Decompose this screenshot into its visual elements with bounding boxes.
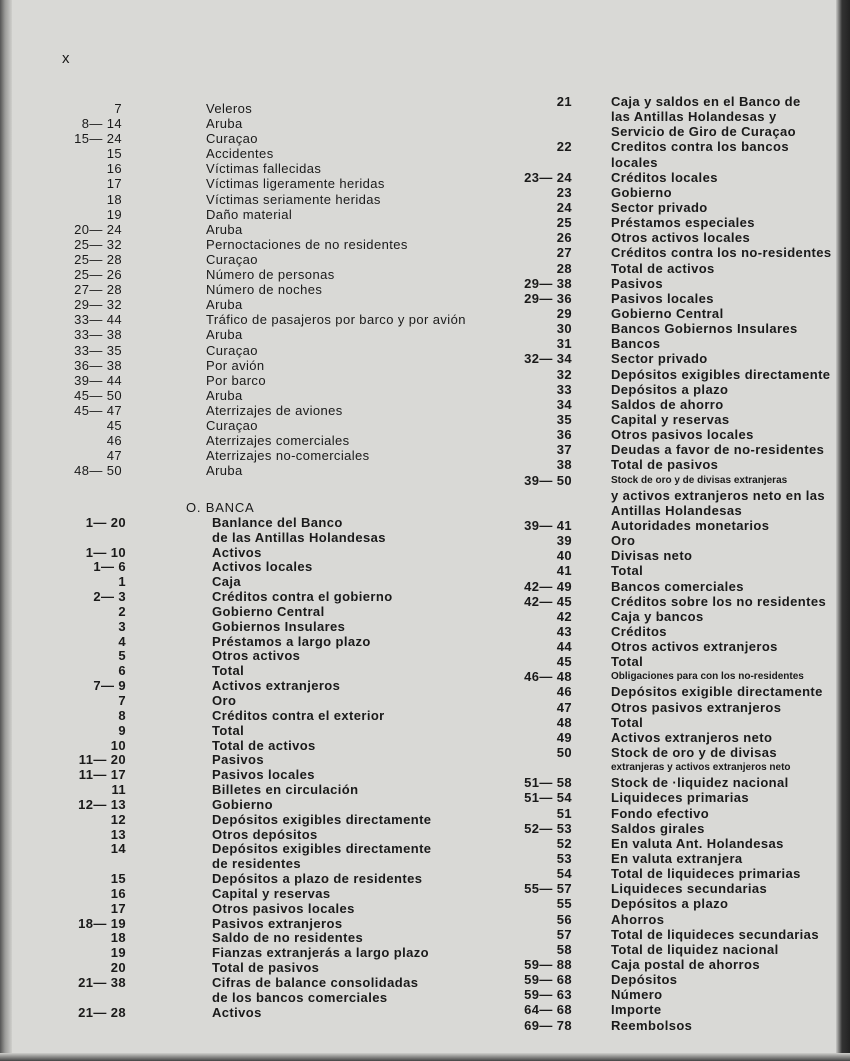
index-entry-row (0, 851, 850, 866)
entry-page-range: 15 (106, 146, 122, 162)
index-entry-row (0, 473, 850, 488)
entry-page-range: 30 (556, 321, 572, 337)
entry-label: Créditos sobre los no residentes (611, 593, 827, 609)
entry-label: Total (212, 722, 245, 738)
entry-page-range: 8— 14 (81, 116, 122, 132)
entry-page-range: 20— 24 (74, 221, 122, 237)
entry-page-range: 20 (110, 960, 126, 976)
entry-page-range: 35 (556, 411, 572, 427)
entry-page-range: 55— 57 (524, 881, 572, 897)
page-edge-bottom (0, 1053, 850, 1061)
index-entry-row (0, 442, 850, 457)
entry-label: Caja y saldos en el Banco de (611, 94, 801, 109)
entry-page-range: 2 (118, 603, 126, 619)
index-entry-row (0, 321, 850, 336)
entry-label: Creditos contra los bancos (611, 139, 789, 155)
entry-page-range: 36— 38 (74, 357, 122, 373)
entry-label: Servicio de Giro de Curaçao (611, 124, 796, 140)
entry-label: Depósitos a plazo de residentes (212, 871, 423, 887)
index-entry-row (0, 821, 850, 836)
entry-label: Por barco (206, 372, 266, 388)
entry-page-range: 52— 53 (524, 820, 572, 836)
index-entry-row (0, 200, 850, 215)
entry-page-range: 31 (556, 336, 572, 352)
index-entry-row (0, 563, 850, 578)
entry-page-range: 19 (106, 206, 122, 222)
entry-label: Depósitos (611, 972, 678, 988)
entry-page-range: 6 (118, 663, 126, 679)
entry-label: Activos extranjeros neto (611, 729, 773, 745)
entry-label: locales (611, 154, 658, 170)
entry-page-range: 42— 45 (524, 593, 572, 609)
entry-page-range: 26 (556, 230, 572, 246)
entry-label: Veleros (206, 101, 253, 116)
entry-label: Curaçao (206, 417, 258, 433)
entry-page-range: 3 (118, 618, 126, 634)
entry-label: Deudas a favor de no-residentes (611, 442, 825, 458)
entry-label: Total de liquideces primarias (611, 866, 801, 882)
entry-page-range: 33— 44 (74, 312, 122, 328)
entry-page-range: 21— 38 (78, 975, 126, 990)
entry-page-range: 64— 68 (524, 1002, 572, 1018)
entry-label: Total de activos (611, 260, 715, 276)
entry-page-range: 53 (556, 851, 572, 867)
entry-label: Fianzas extranjerás a largo plazo (212, 945, 429, 961)
index-entry-row (0, 775, 850, 790)
entry-page-range: 17 (110, 900, 126, 916)
index-entry-row (0, 669, 850, 684)
entry-page-range: 19 (110, 945, 126, 961)
entry-page-range: 13 (110, 826, 126, 842)
entry-page-range: 1 (118, 574, 126, 590)
entry-label: Banlance del Banco (212, 514, 343, 530)
entry-page-range: 5 (118, 648, 126, 664)
entry-page-range: 7 (118, 692, 126, 708)
entry-page-range: 16 (106, 161, 122, 177)
entry-page-range: 14 (110, 841, 126, 857)
entry-page-range: 36 (556, 427, 572, 443)
entry-page-range: 4 (118, 633, 126, 649)
entry-page-range: 37 (556, 442, 572, 458)
entry-label: Víctimas fallecidas (206, 161, 322, 177)
entry-label: Depósitos a plazo (611, 381, 729, 397)
index-entry-row (0, 109, 850, 124)
entry-page-range: 11 (111, 782, 126, 798)
entry-label: Depósitos exigibles directamente (212, 841, 432, 857)
index-entry-row (0, 987, 850, 1002)
index-entry-row (0, 412, 850, 427)
index-column-right (0, 94, 850, 1033)
index-entry-row (0, 276, 850, 291)
entry-label: Bancos comerciales (611, 578, 744, 594)
entry-label: Saldo de no residentes (212, 930, 364, 946)
entry-page-range: 18— 19 (78, 915, 126, 931)
entry-page-range: 45— 47 (74, 402, 122, 418)
entry-label: En valuta extranjera (611, 851, 743, 867)
entry-page-range: 12— 13 (78, 796, 126, 812)
entry-label: Total (611, 654, 644, 670)
index-entry-row (0, 790, 850, 805)
entry-label: Créditos contra el gobierno (212, 589, 393, 605)
entry-page-range: 46 (106, 433, 122, 449)
entry-label: Créditos locales (611, 169, 718, 185)
index-entry-row (0, 639, 850, 654)
entry-label: Gobierno Central (212, 603, 325, 619)
index-entry-row (0, 942, 850, 957)
entry-label: Créditos contra el exterior (212, 707, 385, 723)
entry-page-range: 41 (556, 563, 572, 579)
entry-label: Stock de ·liquidez nacional (611, 775, 789, 791)
entry-page-range: 42— 49 (524, 578, 572, 594)
entry-label: Número de personas (206, 267, 335, 283)
index-entry-row (0, 1018, 850, 1033)
index-entry-row (0, 245, 850, 260)
entry-label: Aruba (206, 116, 243, 132)
entry-page-range: 11— 17 (78, 767, 126, 783)
entry-label: Otros depósitos (212, 826, 318, 842)
entry-page-range: 12 (110, 811, 126, 827)
entry-label: Curaçao (206, 131, 258, 147)
entry-page-range: 28 (556, 260, 572, 276)
entry-label: Reembolsos (611, 1017, 693, 1033)
entry-label: Fondo efectivo (611, 805, 710, 821)
entry-label: Total (611, 714, 644, 730)
entry-label: Caja postal de ahorros (611, 957, 760, 973)
entry-page-range: 8 (118, 707, 126, 723)
entry-page-range: 58 (556, 941, 572, 957)
entry-page-range: 47 (106, 448, 122, 464)
entry-page-range: 39— 50 (524, 472, 572, 488)
entry-label: Caja (212, 574, 242, 590)
index-entry-row (0, 760, 850, 775)
index-entry-row (0, 624, 850, 639)
entry-page-range: 25— 26 (74, 267, 122, 283)
entry-label: Gobierno (611, 184, 672, 200)
entry-page-range: 48 (556, 714, 572, 730)
index-entry-row (0, 124, 850, 139)
entry-label: extranjeras y activos extranjeros neto (611, 762, 791, 774)
entry-label: Curaçao (206, 342, 258, 358)
index-entry-row (0, 336, 850, 351)
entry-label: Préstamos especiales (611, 215, 755, 231)
entry-label: Otros pasivos extranjeros (611, 699, 782, 715)
entry-label: Gobierno Central (611, 305, 724, 321)
index-entry-row (0, 881, 850, 896)
entry-label: Total de pasivos (212, 960, 320, 976)
entry-label: Por avión (206, 357, 265, 373)
entry-label: las Antillas Holandesas y (611, 109, 777, 125)
index-entry-row (0, 715, 850, 730)
entry-label: Pernoctaciones de no residentes (206, 236, 408, 252)
entry-label: Otros pasivos locales (212, 900, 355, 916)
entry-label: Accidentes (206, 146, 274, 162)
entry-page-range: 29— 38 (524, 275, 572, 291)
index-entry-row (0, 488, 850, 503)
index-entry-row (0, 700, 850, 715)
entry-label: Billetes en circulación (212, 782, 359, 798)
entry-label: Víctimas seriamente heridas (206, 191, 381, 207)
entry-page-range: 17 (106, 176, 122, 192)
index-entry-row (0, 427, 850, 442)
entry-page-range: 25— 28 (74, 251, 122, 267)
entry-page-range: 23 (556, 184, 572, 200)
entry-page-range: 29 (556, 305, 572, 321)
entry-page-range: 46 (556, 684, 572, 700)
entry-label: Otros activos (212, 648, 301, 664)
entry-label: Créditos contra los no-residentes (611, 245, 832, 261)
entry-page-range: 51— 58 (524, 775, 572, 791)
index-entry-row (0, 730, 850, 745)
index-entry-row (0, 548, 850, 563)
entry-label: Autoridades monetarios (611, 517, 770, 533)
index-entry-row (0, 745, 850, 760)
entry-label: Caja y bancos (611, 608, 704, 624)
entry-label: Stock de oro y de divisas extranjeras (611, 474, 788, 486)
entry-label: Préstamos a largo plazo (212, 633, 371, 649)
index-entry-row (0, 654, 850, 669)
entry-page-range: 29— 32 (74, 297, 122, 313)
entry-label: En valuta Ant. Holandesas (611, 835, 784, 851)
index-entry-row (0, 230, 850, 245)
entry-page-range: 10 (110, 737, 126, 753)
entry-label: Aterrizajes no-comerciales (206, 448, 370, 464)
index-entry-row (0, 351, 850, 366)
entry-label: Total (611, 563, 644, 579)
index-entry-row (0, 382, 850, 397)
index-entry-row (0, 1002, 850, 1017)
entry-label: Pasivos extranjeros (212, 915, 343, 931)
index-entry-row (0, 215, 850, 230)
entry-label: Tráfico de pasajeros por barco y por avión (206, 312, 466, 328)
entry-label: Pasivos (212, 752, 264, 768)
entry-page-range: 32 (556, 366, 572, 382)
entry-label: Número de noches (206, 282, 323, 298)
entry-label: Número (611, 987, 663, 1003)
index-entry-row (0, 896, 850, 911)
entry-page-range: 45 (556, 654, 572, 670)
entry-page-range: 40 (556, 548, 572, 564)
entry-label: Aruba (206, 297, 243, 313)
entry-page-range: 59— 88 (524, 957, 572, 973)
entry-page-range: 7— 9 (93, 678, 126, 694)
entry-label: Activos (212, 1004, 262, 1020)
entry-label: Oro (212, 692, 237, 708)
entry-page-range: 7 (114, 101, 122, 116)
entry-page-range: 22 (556, 139, 572, 155)
entry-page-range: 39— 41 (524, 517, 572, 533)
entry-page-range: 33— 35 (74, 342, 122, 358)
entry-label: y activos extranjeros neto en las (611, 487, 826, 503)
entry-page-range: 25— 32 (74, 236, 122, 252)
entry-label: Créditos (611, 623, 667, 639)
entry-page-range: 49 (556, 729, 572, 745)
entry-page-range: 42 (556, 608, 572, 624)
entry-label: Daño material (206, 206, 293, 222)
entry-page-range: 1— 10 (85, 544, 126, 560)
entry-page-range: 44 (556, 639, 572, 655)
index-entry-row (0, 972, 850, 987)
index-entry-row (0, 261, 850, 276)
entry-page-range: 32— 34 (524, 351, 572, 367)
entry-page-range: 38 (556, 457, 572, 473)
entry-label: de las Antillas Holandesas (212, 529, 386, 545)
index-entry-row (0, 503, 850, 518)
entry-label: Aruba (206, 387, 243, 403)
entry-page-range: 50 (556, 745, 572, 761)
entry-label: Pasivos locales (212, 767, 315, 783)
entry-page-range: 24 (556, 199, 572, 215)
entry-page-range: 1— 6 (93, 559, 126, 575)
entry-label: Sector privado (611, 351, 708, 367)
entry-page-range: 69— 78 (524, 1017, 572, 1033)
index-entry-row (0, 291, 850, 306)
entry-page-range: 51— 54 (524, 790, 572, 806)
index-entry-row (0, 957, 850, 972)
entry-page-range: 27— 28 (74, 282, 122, 298)
entry-label: de residentes (212, 856, 302, 872)
entry-page-range: 43 (556, 623, 572, 639)
entry-page-range: 33— 38 (74, 327, 122, 343)
entry-label: Bancos Gobiernos Insulares (611, 321, 798, 337)
entry-page-range: 11— 20 (78, 752, 126, 768)
entry-label: Capital y reservas (611, 411, 730, 427)
page-number: x (62, 50, 70, 67)
entry-page-range: 18 (110, 930, 126, 946)
index-entry-row (0, 927, 850, 942)
entry-page-range: 54 (556, 866, 572, 882)
entry-label: Aterrizajes comerciales (206, 433, 350, 449)
entry-page-range: 2— 3 (93, 589, 126, 605)
entry-page-range: 33 (556, 381, 572, 397)
entry-page-range: 21 (556, 94, 572, 109)
index-entry-row (0, 684, 850, 699)
index-entry-row (0, 609, 850, 624)
entry-page-range: 15— 24 (74, 131, 122, 147)
entry-label: Cifras de balance consolidadas (212, 975, 419, 990)
index-entry-row (0, 912, 850, 927)
entry-label: Sector privado (611, 199, 708, 215)
entry-label: Capital y reservas (212, 885, 331, 901)
entry-label: Pasivos locales (611, 290, 714, 306)
entry-label: Saldos de ahorro (611, 396, 724, 412)
index-entry-row (0, 185, 850, 200)
entry-page-range: 47 (556, 699, 572, 715)
entry-page-range: 29— 36 (524, 290, 572, 306)
entry-label: Oro (611, 533, 636, 549)
index-entry-row (0, 518, 850, 533)
entry-page-range: 34 (556, 396, 572, 412)
entry-page-range: 57 (556, 926, 572, 942)
index-entry-row (0, 806, 850, 821)
entry-page-range: 51 (556, 805, 572, 821)
entry-page-range: 27 (556, 245, 572, 261)
index-entry-row (0, 579, 850, 594)
entry-label: Total de pasivos (611, 457, 719, 473)
entry-label: Activos (212, 544, 262, 560)
entry-label: Gobierno (212, 796, 273, 812)
entry-label: Total de activos (212, 737, 316, 753)
entry-label: Depósitos exigible directamente (611, 684, 823, 700)
entry-label: Total (212, 663, 245, 679)
entry-label: Obligaciones para con los no-residentes (611, 671, 804, 683)
entry-page-range: 9 (118, 722, 126, 738)
entry-label: Depósitos exigibles directamente (212, 811, 432, 827)
entry-page-range: 45 (106, 417, 122, 433)
entry-label: Liquideces primarias (611, 790, 750, 806)
index-entry-row (0, 94, 850, 109)
entry-label: Divisas neto (611, 548, 693, 564)
entry-label: Aruba (206, 463, 243, 479)
entry-page-range: 25 (556, 215, 572, 231)
entry-label: de los bancos comerciales (212, 989, 388, 1005)
section-heading-text: O. BANCA (186, 500, 255, 515)
entry-page-range: 45— 50 (74, 387, 122, 403)
entry-label: Gobiernos Insulares (212, 618, 346, 634)
entry-label: Curaçao (206, 251, 258, 267)
entry-label: Depósitos a plazo (611, 896, 729, 912)
entry-label: Otros pasivos locales (611, 427, 754, 443)
index-entry-row (0, 533, 850, 548)
index-entry-row (0, 139, 850, 154)
index-entry-row (0, 155, 850, 170)
entry-page-range: 21— 28 (78, 1004, 126, 1020)
entry-page-range: 15 (110, 871, 126, 887)
entry-page-range: 39 (556, 533, 572, 549)
entry-page-range: 55 (556, 896, 572, 912)
entry-label: Depósitos exigibles directamente (611, 366, 831, 382)
entry-label: Activos locales (212, 559, 313, 575)
entry-label: Total de liquideces secundarias (611, 926, 819, 942)
entry-page-range: 18 (106, 191, 122, 207)
entry-label: Víctimas ligeramente heridas (206, 176, 385, 192)
entry-label: Aterrizajes de aviones (206, 402, 343, 418)
entry-label: Saldos girales (611, 820, 705, 836)
entry-page-range: 59— 63 (524, 987, 572, 1003)
entry-label: Stock de oro y de divisas (611, 745, 778, 761)
index-entry-row (0, 170, 850, 185)
entry-label: Total de liquidez nacional (611, 941, 779, 957)
entry-page-range: 46— 48 (524, 669, 572, 685)
index-entry-row (0, 457, 850, 472)
entry-label: Aruba (206, 221, 243, 237)
entry-label: Otros activos locales (611, 230, 751, 246)
entry-label: Ahorros (611, 911, 665, 927)
entry-page-range: 1— 20 (85, 514, 126, 530)
index-entry-row (0, 367, 850, 382)
index-entry-row (0, 306, 850, 321)
entry-label: Aruba (206, 327, 243, 343)
entry-page-range: 39— 44 (74, 372, 122, 388)
entry-page-range: 56 (556, 911, 572, 927)
entry-label: Antillas Holandesas (611, 502, 743, 518)
entry-label: Importe (611, 1002, 662, 1018)
entry-label: Liquideces secundarias (611, 881, 768, 897)
index-entry-row (0, 866, 850, 881)
entry-page-range: 48— 50 (74, 463, 122, 479)
entry-label: Otros activos extranjeros (611, 639, 778, 655)
index-entry-row (0, 836, 850, 851)
index-entry-row (0, 397, 850, 412)
entry-page-range: 59— 68 (524, 972, 572, 988)
entry-label: Activos extranjeros (212, 678, 341, 694)
entry-page-range: 23— 24 (524, 169, 572, 185)
entry-page-range: 16 (110, 885, 126, 901)
entry-label: Pasivos (611, 275, 663, 291)
entry-page-range: 52 (556, 835, 572, 851)
entry-label: Bancos (611, 336, 661, 352)
index-entry-row (0, 594, 850, 609)
